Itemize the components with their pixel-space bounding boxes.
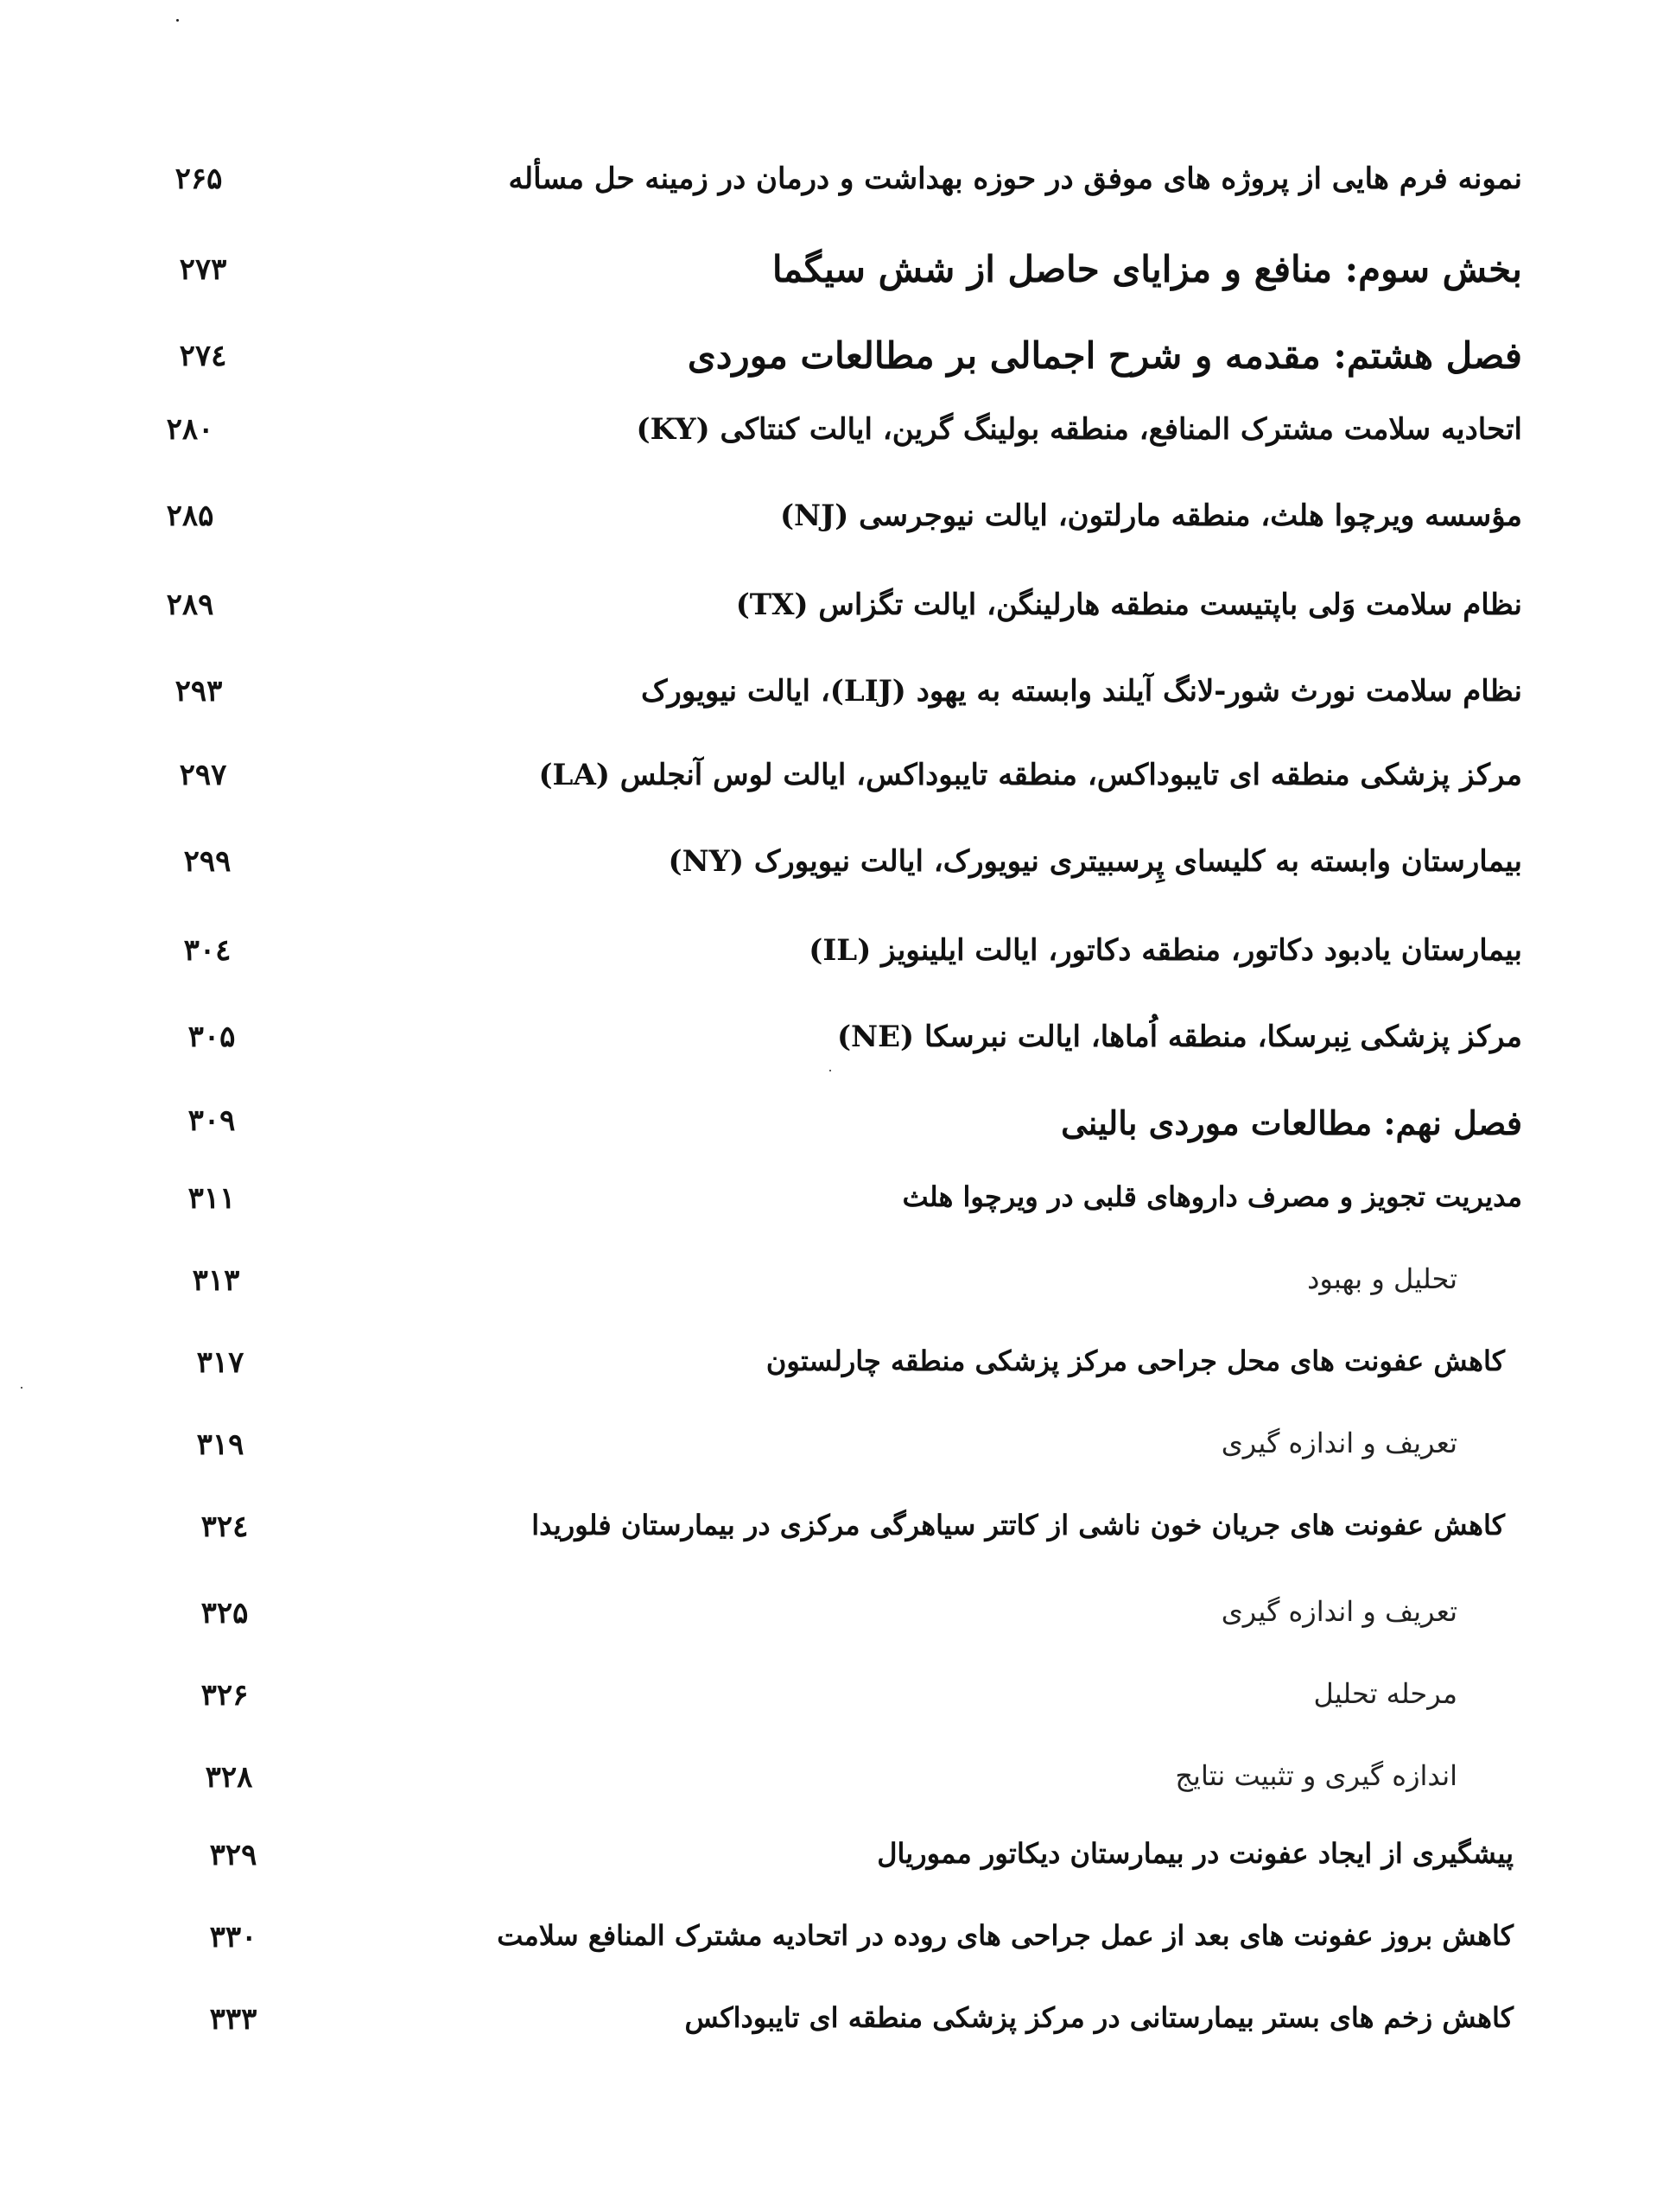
- toc-part-title: بخش سوم: منافع و مزایای حاصل از شش سیگما: [771, 248, 1522, 290]
- toc-entry-page: ۳۳۳: [209, 2002, 257, 2037]
- toc-entry-page: ۲۹۷: [179, 758, 227, 792]
- toc-subentry-title: اندازه گیری و تثبیت نتایج: [1175, 1759, 1457, 1792]
- toc-entry: [130, 586, 1522, 655]
- toc-entry: [130, 160, 1522, 229]
- toc-entry-page: ۲۷٤: [179, 339, 227, 373]
- toc-entry-page: ۳۱۷: [196, 1345, 244, 1380]
- toc-entry: [130, 2000, 1522, 2069]
- toc-entry: [130, 1836, 1522, 1905]
- toc-entry-page: ۲۹۳: [175, 674, 223, 709]
- toc-entry: [130, 1594, 1522, 1663]
- toc-entry-title: مدیریت تجویز و مصرف داروهای قلبی در ویرچوا هلث: [902, 1180, 1522, 1213]
- toc-entry-title: مرکز پزشکی منطقه ای تایبوداکس، منطقه تایبوداکس، ایالت لوس آنجلس (LA): [538, 758, 1522, 792]
- toc-entry-title: کاهش عفونت های محل جراحی مرکز پزشکی منطقه چارلستون: [765, 1344, 1505, 1377]
- toc-entry-page: ۳۲۶: [200, 1678, 249, 1713]
- toc-entry: [130, 931, 1522, 1001]
- toc-entry-title: مؤسسه ویرچوا هلث، منطقه مارلتون، ایالت نیوجرسی (NJ): [779, 499, 1522, 533]
- toc-entry-page: ۳۰۵: [187, 1020, 236, 1054]
- toc-entry-page: ۳۱۳: [192, 1263, 240, 1298]
- toc-entry-title: اتحادیه سلامت مشترک المنافع، منطقه بولینگ گرین، ایالت کنتاکی (KY): [636, 412, 1522, 447]
- toc-entry-title: کاهش زخم های بستر بیمارستانی در مرکز پزشکی منطقه ای تایبوداکس: [684, 2001, 1514, 2034]
- toc-entry: [130, 1758, 1522, 1827]
- toc-entry-page: ۲۸۵: [166, 499, 214, 533]
- toc-entry: [130, 672, 1522, 741]
- toc-entry-title: نمونه فرم هایی از پروژه های موفق در حوزه بهداشت و درمان در زمینه حل مسأله: [508, 162, 1522, 196]
- toc-entry-title: مرکز پزشکی نِبرسکا، منطقه اُماها، ایالت نبرسکا (NE): [836, 1020, 1522, 1054]
- toc-entry-title: کاهش بروز عفونت های بعد از عمل جراحی های روده در اتحادیه مشترک المنافع سلامت: [497, 1919, 1514, 1952]
- toc-entry: [130, 1179, 1522, 1249]
- toc-entry: [130, 1508, 1522, 1577]
- toc-entry-title: پیشگیری از ایجاد عفونت در بیمارستان دیکاتور مموریال: [877, 1837, 1514, 1870]
- toc-entry: [130, 1018, 1522, 1087]
- toc-entry: [130, 1344, 1522, 1413]
- toc-entry: [130, 497, 1522, 566]
- toc-subentry-title: تحلیل و بهبود: [1307, 1262, 1457, 1295]
- toc-entry-page: ۳۰٤: [183, 933, 232, 968]
- toc-entry-page: ۲۶۵: [175, 162, 223, 196]
- toc-entry: [130, 1102, 1522, 1171]
- toc-entry-title: نظام سلامت نورث شور-لانگ آیلند وابسته به یهود (LIJ)، ایالت نیویورک: [640, 674, 1522, 709]
- toc-entry-page: ۲۸۹: [166, 588, 214, 622]
- toc-entry-page: ۳۲۵: [200, 1596, 249, 1630]
- toc-entry-title: نظام سلامت وَلی باپتیست منطقه هارلینگن، ایالت تگزاس (TX): [735, 588, 1522, 622]
- toc-entry: [130, 756, 1522, 825]
- toc-entry-page: ۳۲۹: [209, 1838, 257, 1872]
- toc-entry-page: ۳۲٤: [200, 1510, 249, 1544]
- toc-entry-title: بیمارستان وابسته به کلیسای پِرسبیتری نیویورک، ایالت نیویورک (NY): [668, 844, 1522, 879]
- toc-subentry-title: مرحله تحلیل: [1313, 1677, 1457, 1710]
- scan-speck: [21, 1387, 22, 1389]
- toc-entry-page: ۳۰۹: [187, 1103, 236, 1138]
- toc-subentry-title: تعریف و اندازه گیری: [1221, 1595, 1457, 1628]
- toc-entry-page: ۳۱۱: [187, 1181, 236, 1216]
- toc-entry-page: ۲۷۳: [179, 252, 227, 287]
- toc-entry-page: ۳۱۹: [196, 1427, 244, 1462]
- toc-entry-title: کاهش عفونت های جریان خون ناشی از کاتتر سیاهرگی مرکزی در بیمارستان فلوریدا: [531, 1509, 1505, 1541]
- toc-entry: [130, 333, 1522, 402]
- toc-entry-page: ۲۸۰: [166, 412, 214, 447]
- toc-entry: [130, 1426, 1522, 1495]
- toc-entry-page: ۲۹۹: [183, 844, 232, 879]
- toc-entry: [130, 1676, 1522, 1745]
- toc-entry: [130, 1262, 1522, 1331]
- toc-entry: [130, 410, 1522, 480]
- toc-entry: [130, 246, 1522, 315]
- toc-chapter-title: فصل هشتم: مقدمه و شرح اجمالی بر مطالعات موردی: [687, 334, 1522, 377]
- toc-entry-page: ۳۳۰: [209, 1920, 257, 1955]
- toc-chapter-title: فصل نهم: مطالعات موردی بالینی: [1061, 1103, 1522, 1142]
- toc-entry-page: ۳۲۸: [205, 1760, 253, 1795]
- scan-speck: [176, 19, 179, 22]
- toc-entry: [130, 1918, 1522, 1987]
- toc-entry-title: بیمارستان یادبود دکاتور، منطقه دکاتور، ایالت ایلینویز (IL): [809, 933, 1522, 968]
- toc-subentry-title: تعریف و اندازه گیری: [1221, 1427, 1457, 1459]
- toc-entry: [130, 842, 1522, 912]
